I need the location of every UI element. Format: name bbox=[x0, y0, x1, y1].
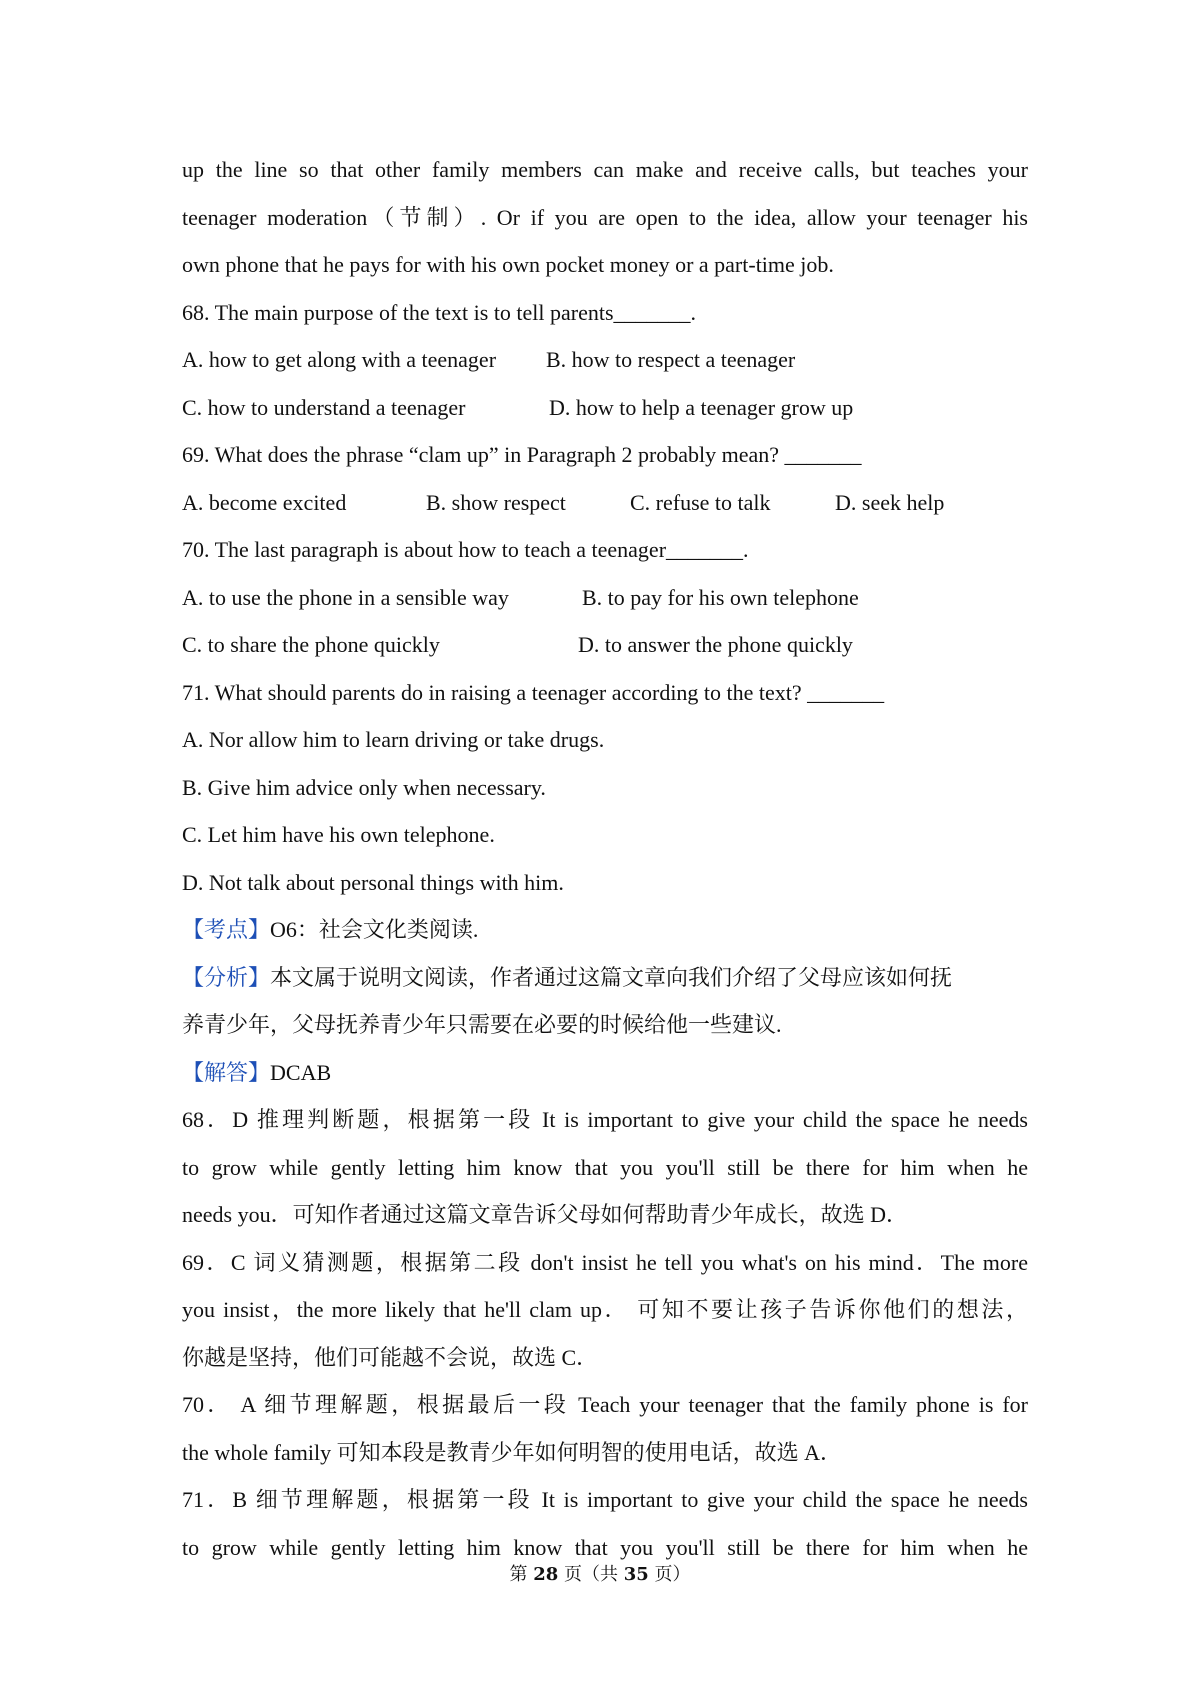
option-row bbox=[182, 621, 1028, 669]
passage-line: up the line so that other family members can make and receive calls, but teaches your bbox=[182, 157, 1028, 182]
option-d: D. how to help a teenager grow up bbox=[549, 394, 854, 420]
explanation-line: you insist，the more likely that he'll clam up． 可知不要让孩子告诉你他们的想法， bbox=[182, 1297, 1028, 1322]
explanation-line: 71．B 细节理解题，根据第一段 It is important to give your child the space he needs bbox=[182, 1487, 1028, 1512]
total-pages: 35 bbox=[623, 1564, 649, 1585]
option-a: A. Nor allow him to learn driving or take drugs. bbox=[182, 727, 605, 752]
option-a: A. how to get along with a teenager bbox=[182, 347, 497, 372]
footer-middle: 页（共 bbox=[558, 1564, 624, 1585]
option-b: B. how to respect a teenager bbox=[546, 347, 796, 372]
kaodian-row bbox=[182, 906, 1028, 954]
option-c: C. how to understand a teenager bbox=[182, 394, 466, 420]
explanation-line: 68．D 推理判断题，根据第一段 It is important to give your child the space he needs bbox=[182, 1107, 1028, 1132]
option-c: C. to share the phone quickly bbox=[182, 632, 440, 657]
option-d: D. to answer the phone quickly bbox=[578, 632, 853, 657]
option-d: D. seek help bbox=[835, 489, 945, 515]
kaodian-text: O6：社会文化类阅读. bbox=[270, 917, 479, 942]
option-b: B. show respect bbox=[426, 489, 566, 515]
page-footer bbox=[0, 1560, 1200, 1586]
option-c: C. refuse to talk bbox=[630, 489, 771, 515]
fenxi-continuation: 养青少年，父母抚养青少年只需要在必要的时候给他一些建议. bbox=[182, 1012, 782, 1037]
explanation-line: needs you．可知作者通过这篇文章告诉父母如何帮助青少年成长，故选 D． bbox=[182, 1202, 908, 1227]
question-stem: 69. What does the phrase “clam up” in Paragraph 2 probably mean? _______ bbox=[182, 442, 862, 467]
question-stem: 71. What should parents do in raising a teenager according to the text? _______ bbox=[182, 679, 885, 705]
option-c: C. Let him have his own telephone. bbox=[182, 822, 495, 847]
explanation-line: to grow while gently letting him know that you you'll still be there for him when he bbox=[182, 1154, 1028, 1180]
document-page bbox=[182, 146, 1028, 1571]
footer-suffix: 页） bbox=[648, 1564, 691, 1585]
page-number: 28 bbox=[533, 1564, 559, 1585]
passage-line: own phone that he pays for with his own pocket money or a part-time job. bbox=[182, 252, 834, 277]
fenxi-label: 【分析】 bbox=[182, 964, 271, 990]
question-stem: 68. The main purpose of the text is to tell parents_______. bbox=[182, 299, 697, 325]
jieda-row bbox=[182, 1049, 1028, 1097]
explanation-line: 70． A 细节理解题，根据最后一段 Teach your teenager that the family phone is for bbox=[182, 1392, 1028, 1417]
option-row bbox=[182, 574, 1028, 622]
option-a: A. become excited bbox=[182, 489, 347, 515]
option-d: D. Not talk about personal things with him. bbox=[182, 869, 564, 895]
option-a: A. to use the phone in a sensible way bbox=[182, 584, 509, 610]
explanation-line: to grow while gently letting him know that you you'll still be there for him when he bbox=[182, 1534, 1028, 1560]
fenxi-text: 本文属于说明文阅读，作者通过这篇文章向我们介绍了父母应该如何抚 bbox=[270, 964, 953, 990]
option-row bbox=[182, 336, 1028, 384]
explanation-line: 69．C 词义猜测题，根据第二段 don't insist he tell you what's on his mind．The more bbox=[182, 1249, 1028, 1275]
explanation-line: the whole family 可知本段是教青少年如何明智的使用电话，故选 A． bbox=[182, 1439, 842, 1465]
fenxi-row bbox=[182, 954, 1028, 1002]
option-row bbox=[182, 384, 1028, 432]
option-b: B. to pay for his own telephone bbox=[582, 584, 859, 610]
jieda-text: DCAB bbox=[270, 1059, 332, 1085]
kaodian-label: 【考点】 bbox=[182, 917, 271, 942]
question-stem: 70. The last paragraph is about how to teach a teenager_______. bbox=[182, 537, 749, 562]
explanation-line: 你越是坚持，他们可能越不会说，故选 C． bbox=[182, 1344, 599, 1370]
option-b: B. Give him advice only when necessary. bbox=[182, 774, 546, 800]
footer-prefix: 第 bbox=[509, 1564, 534, 1585]
option-row bbox=[182, 479, 1028, 527]
passage-line: teenager moderation（节制）. Or if you are open to the idea, allow your teenager his bbox=[182, 204, 1028, 230]
jieda-label: 【解答】 bbox=[182, 1059, 271, 1085]
